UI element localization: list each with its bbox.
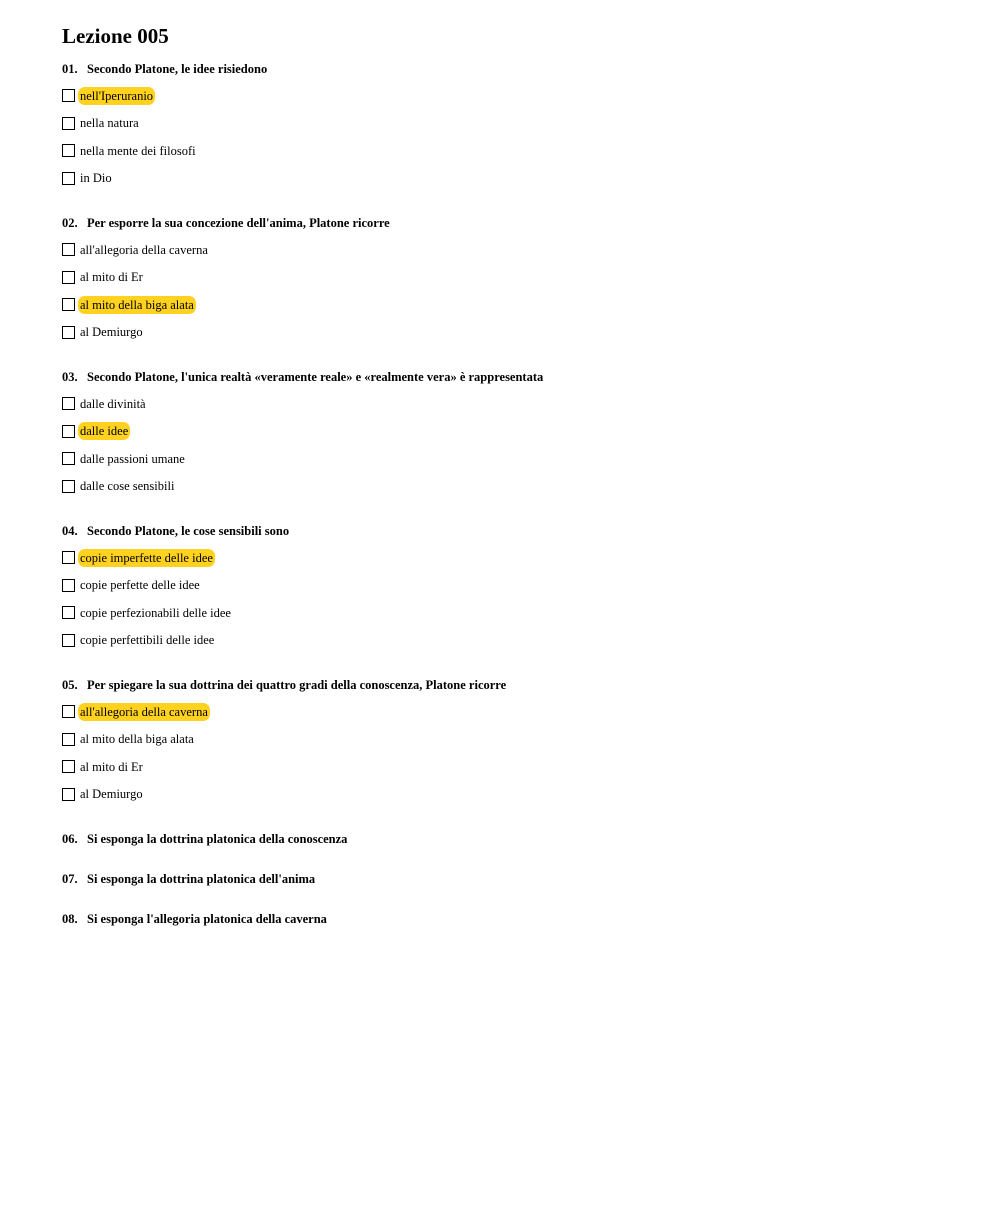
- answer-option[interactable]: [62, 418, 962, 446]
- answer-option[interactable]: [62, 236, 962, 264]
- answer-checkbox[interactable]: [62, 551, 75, 564]
- answer-checkbox[interactable]: [62, 271, 75, 284]
- answer-label: al mito di Er: [80, 759, 143, 774]
- answer-option[interactable]: [62, 165, 962, 193]
- answer-option[interactable]: [62, 291, 962, 319]
- question-1: [62, 60, 962, 192]
- answer-option[interactable]: [62, 137, 962, 165]
- question-5: [62, 676, 962, 808]
- answer-label: al mito della biga alata: [80, 732, 194, 747]
- answer-checkbox[interactable]: [62, 144, 75, 157]
- answer-checkbox[interactable]: [62, 117, 75, 130]
- answer-option[interactable]: [62, 544, 962, 572]
- question-text: Secondo Platone, l'unica realtà «veramente reale» e «realmente vera» è rappresentata: [87, 370, 544, 384]
- answer-label: nella natura: [80, 116, 139, 131]
- question-text: Si esponga l'allegoria platonica della caverna: [87, 912, 327, 926]
- quiz-page: [62, 22, 962, 950]
- answer-option[interactable]: [62, 82, 962, 110]
- question-number: 04.: [62, 524, 78, 538]
- question-text: Per esporre la sua concezione dell'anima, Platone ricorre: [87, 216, 390, 230]
- answer-label: al Demiurgo: [80, 325, 143, 340]
- question-8: [62, 910, 962, 928]
- answer-option[interactable]: [62, 110, 962, 138]
- answer-checkbox[interactable]: [62, 760, 75, 773]
- answer-label-highlighted: copie imperfette delle idee: [80, 550, 213, 565]
- question-number: 08.: [62, 912, 78, 926]
- question-4: [62, 522, 962, 654]
- question-heading: [62, 522, 962, 540]
- question-heading: [62, 60, 962, 78]
- answer-checkbox[interactable]: [62, 579, 75, 592]
- answer-option[interactable]: [62, 319, 962, 347]
- question-heading: [62, 830, 962, 848]
- answer-checkbox[interactable]: [62, 480, 75, 493]
- answer-option[interactable]: [62, 264, 962, 292]
- question-number: 05.: [62, 678, 78, 692]
- answer-checkbox[interactable]: [62, 397, 75, 410]
- question-2: [62, 214, 962, 346]
- answer-option[interactable]: [62, 599, 962, 627]
- answer-label: copie perfette delle idee: [80, 578, 200, 593]
- answer-label: copie perfettibili delle idee: [80, 633, 215, 648]
- answer-checkbox[interactable]: [62, 425, 75, 438]
- question-number: 02.: [62, 216, 78, 230]
- answer-label: al mito di Er: [80, 270, 143, 285]
- answer-checkbox[interactable]: [62, 733, 75, 746]
- answer-option[interactable]: [62, 726, 962, 754]
- answer-label: in Dio: [80, 171, 112, 186]
- answer-label-highlighted: al mito della biga alata: [80, 297, 194, 312]
- answer-checkbox[interactable]: [62, 452, 75, 465]
- question-6: [62, 830, 962, 848]
- question-text: Si esponga la dottrina platonica della conoscenza: [87, 832, 348, 846]
- answer-option[interactable]: [62, 781, 962, 809]
- question-text: Secondo Platone, le cose sensibili sono: [87, 524, 290, 538]
- question-heading: [62, 870, 962, 888]
- answer-label: dalle cose sensibili: [80, 479, 175, 494]
- question-heading: [62, 676, 962, 694]
- answer-option[interactable]: [62, 753, 962, 781]
- answer-option[interactable]: [62, 627, 962, 655]
- answer-option[interactable]: [62, 445, 962, 473]
- answer-checkbox[interactable]: [62, 326, 75, 339]
- answer-checkbox[interactable]: [62, 172, 75, 185]
- page-title: Lezione 005: [62, 24, 169, 48]
- answer-checkbox[interactable]: [62, 634, 75, 647]
- question-text: Per spiegare la sua dottrina dei quattro gradi della conoscenza, Platone ricorre: [87, 678, 507, 692]
- answer-option[interactable]: [62, 698, 962, 726]
- question-heading: [62, 368, 962, 386]
- answer-label-highlighted: nell'Iperuranio: [80, 88, 154, 103]
- question-7: [62, 870, 962, 888]
- answer-label: all'allegoria della caverna: [80, 242, 208, 257]
- answer-label: dalle passioni umane: [80, 451, 185, 466]
- answer-checkbox[interactable]: [62, 298, 75, 311]
- question-list: [62, 60, 962, 928]
- answer-checkbox[interactable]: [62, 705, 75, 718]
- question-heading: [62, 214, 962, 232]
- question-number: 07.: [62, 872, 78, 886]
- question-heading: [62, 910, 962, 928]
- answer-checkbox[interactable]: [62, 606, 75, 619]
- answer-label: nella mente dei filosofi: [80, 143, 196, 158]
- answer-checkbox[interactable]: [62, 89, 75, 102]
- question-number: 03.: [62, 370, 78, 384]
- answer-label: al Demiurgo: [80, 787, 143, 802]
- answer-option[interactable]: [62, 572, 962, 600]
- question-text: Si esponga la dottrina platonica dell'anima: [87, 872, 316, 886]
- question-3: [62, 368, 962, 500]
- answer-option[interactable]: [62, 390, 962, 418]
- answer-label-highlighted: all'allegoria della caverna: [80, 704, 208, 719]
- answer-label: copie perfezionabili delle idee: [80, 605, 231, 620]
- answer-option[interactable]: [62, 473, 962, 501]
- answer-label-highlighted: dalle idee: [80, 424, 129, 439]
- question-number: 06.: [62, 832, 78, 846]
- answer-checkbox[interactable]: [62, 243, 75, 256]
- question-text: Secondo Platone, le idee risiedono: [87, 62, 268, 76]
- question-number: 01.: [62, 62, 78, 76]
- answer-checkbox[interactable]: [62, 788, 75, 801]
- answer-label: dalle divinità: [80, 396, 146, 411]
